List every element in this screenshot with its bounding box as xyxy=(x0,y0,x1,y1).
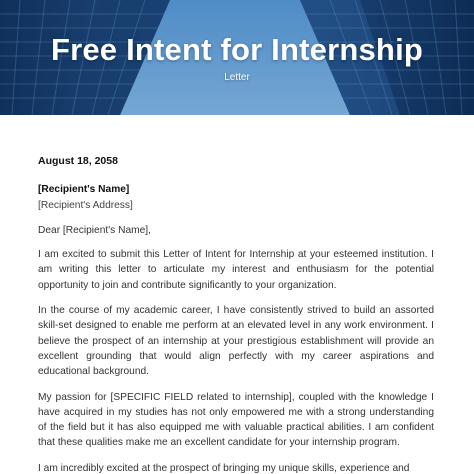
paragraph-passion: My passion for [SPECIFIC FIELD related to internship], coupled with the knowledge I have acquired in my studies has not only empowered me with a strong understanding of the field but it has also equipped me with valuable practical abilities. I am confident that these qualities make me an excellent candidate for your internship program. xyxy=(38,391,434,449)
recipient-name: [Recipient's Name] xyxy=(38,184,130,196)
letter-body xyxy=(38,154,434,474)
salutation: Dear [Recipient's Name], xyxy=(38,224,151,236)
hero-banner xyxy=(0,0,474,115)
recipient-address: [Recipient's Address] xyxy=(38,199,133,211)
letter-date: August 18, 2058 xyxy=(38,155,118,167)
page-subtitle: Letter xyxy=(224,72,250,83)
paragraph-closing: I am incredibly excited at the prospect of bringing my unique skills, experience and xyxy=(38,462,410,474)
page-title: Free Intent for Internship xyxy=(50,32,424,67)
paragraph-intro: I am excited to submit this Letter of Intent for Internship at your esteemed institution. I am writing this letter to articulate my interest and enthusiasm for the potential opportunity to join and contribute significantly to your organization. xyxy=(38,249,434,291)
paragraph-career: In the course of my academic career, I have consistently strived to build an assorted skill-set designed to enable me perform at an elevated level in any work environment. I believe the prospect of an internship at your prestigious establishment will provide an excellent grounding that would align perfectly with my career aspirations and educational background. xyxy=(38,305,434,378)
